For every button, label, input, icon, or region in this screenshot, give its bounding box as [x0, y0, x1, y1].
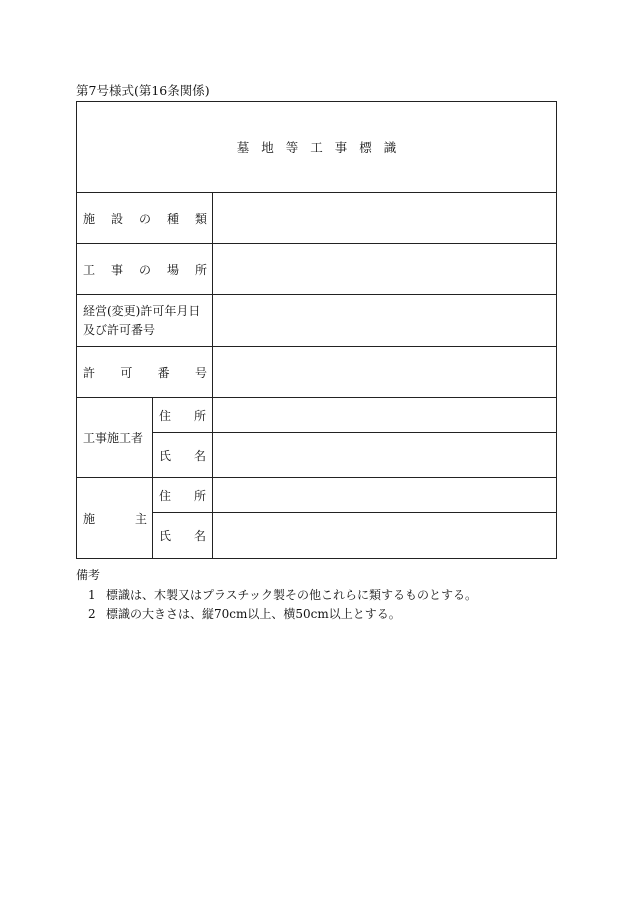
remark-item [76, 605, 477, 624]
contractor-label: 工事施工者 [83, 431, 144, 445]
label-char: 設 [110, 211, 123, 226]
label-char: 種 [166, 211, 179, 226]
permit-number-label [77, 347, 213, 398]
contractor-address-label [153, 398, 213, 433]
owner-address-value[interactable] [213, 478, 557, 513]
label-char: 氏 [159, 448, 172, 463]
sign-title: 墓地等工事標識 [236, 140, 409, 155]
remarks-section [76, 566, 477, 624]
remark-text: 標識は、木製又はプラスチック製その他これらに類するものとする。 [106, 588, 478, 602]
label-char: 主 [134, 511, 147, 526]
remark-number: 2 [88, 607, 96, 621]
permit-date-value[interactable] [213, 295, 557, 347]
facility-type-label [77, 193, 213, 244]
sign-title-cell [77, 102, 557, 193]
owner-name-label [153, 513, 213, 559]
contractor-label-cell [77, 398, 153, 478]
label-char: 場 [166, 262, 179, 277]
label-char: 施 [83, 211, 96, 226]
label-char: 類 [194, 211, 207, 226]
label-char: の [138, 211, 151, 226]
form-number: 第7号様式(第16条関係) [76, 83, 210, 98]
label-char: 氏 [159, 529, 172, 543]
label-char: 号 [194, 365, 207, 380]
contractor-address-value[interactable] [213, 398, 557, 433]
construction-sign-table [76, 101, 557, 559]
label-char: 施 [83, 511, 96, 526]
label-char: 名 [193, 448, 206, 463]
label-char: 番 [157, 365, 170, 380]
label-char: 所 [194, 262, 207, 277]
label-char: 可 [120, 365, 133, 380]
remark-item [76, 586, 477, 605]
work-location-label [77, 244, 213, 295]
permit-date-label-cell [77, 295, 213, 347]
owner-label-cell [77, 478, 153, 559]
label-char: の [138, 262, 151, 277]
label-char: 住 [159, 408, 172, 423]
label-char: 許 [83, 365, 96, 380]
permit-number-value[interactable] [213, 347, 557, 398]
label-char: 工 [83, 262, 96, 277]
contractor-name-label [153, 433, 213, 478]
label-char: 住 [159, 488, 172, 503]
remark-number: 1 [88, 588, 96, 602]
label-char: 事 [110, 262, 123, 277]
owner-name-value[interactable] [213, 513, 557, 559]
label-char: 所 [193, 488, 206, 503]
owner-address-label [153, 478, 213, 513]
contractor-name-value[interactable] [213, 433, 557, 478]
facility-type-value[interactable] [213, 193, 557, 244]
work-location-value[interactable] [213, 244, 557, 295]
permit-date-label: 経営(変更)許可年月日 及び許可番号 [83, 303, 201, 337]
remarks-title: 備考 [76, 568, 101, 582]
remark-text: 標識の大きさは、縦70cm以上、横50cm以上とする。 [106, 607, 401, 621]
label-char: 名 [193, 529, 206, 543]
label-char: 所 [193, 408, 206, 423]
